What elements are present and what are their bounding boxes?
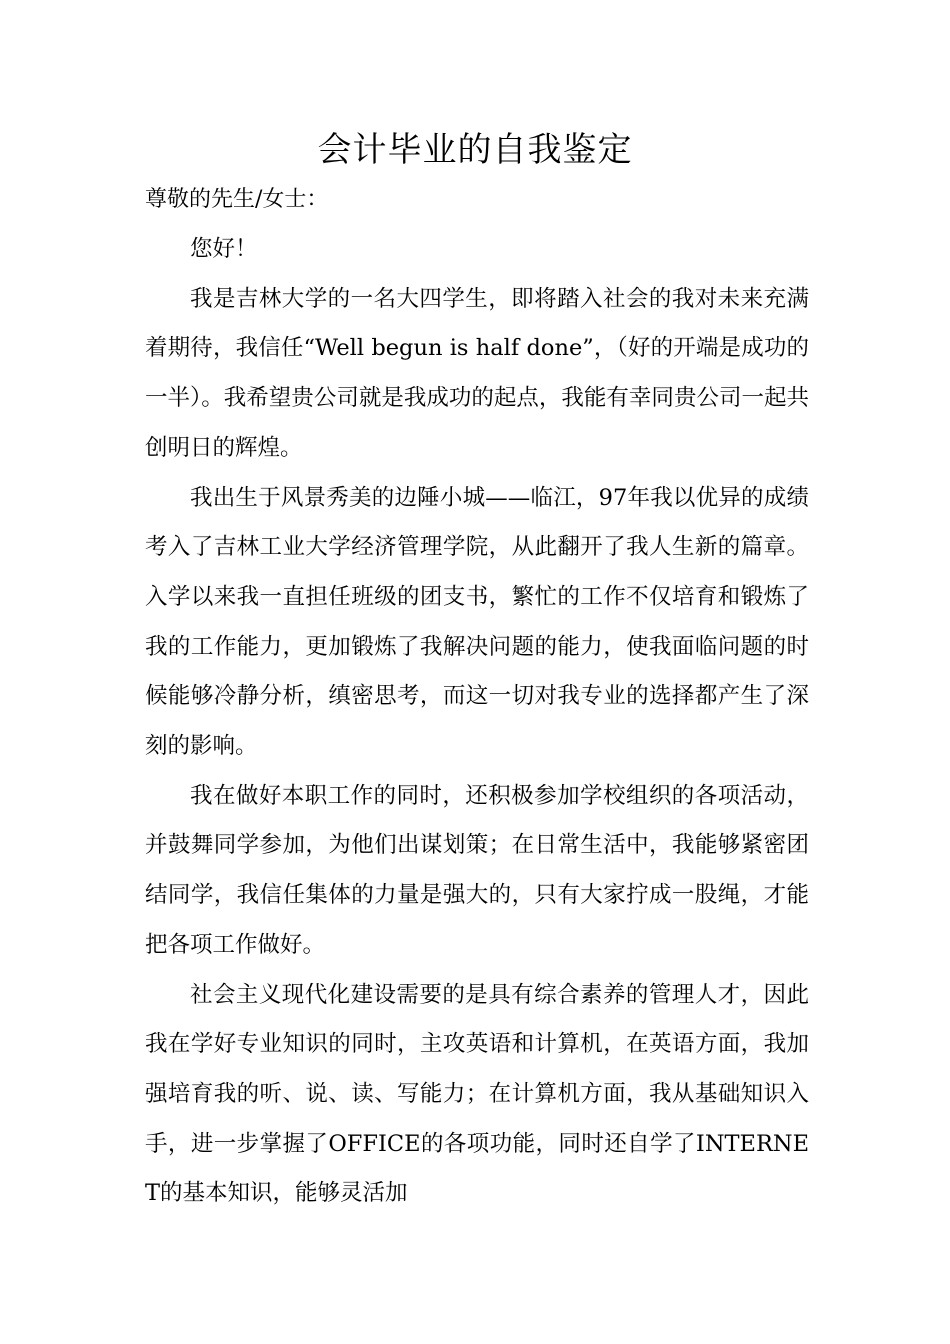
document-title: 会计毕业的自我鉴定: [317, 130, 633, 170]
paragraph: 社会主义现代化建设需要的是具有综合素养的管理人才，因此我在学好专业知识的同时，主攻英语和计算机，在英语方面，我加强培育我的听、说、读、写能力；在计算机方面，我从基础知识入手，进一步掌握了OFFICE的各项功能，同时还自学了INTERNET的基本知识，能够灵活加: [145, 981, 809, 1207]
paragraph: 我是吉林大学的一名大四学生，即将踏入社会的我对未来充满着期待，我信任“Well begun is half done”，（好的开端是成功的一半）。我希望贵公司就是我成功的起点，我能有幸同贵公司一起共创明日的辉煌。: [145, 285, 809, 461]
greeting: 您好！: [190, 236, 258, 262]
paragraph: 我在做好本职工作的同时，还积极参加学校组织的各项活动，并鼓舞同学参加，为他们出谋划策；在日常生活中，我能够紧密团结同学，我信任集体的力量是强大的，只有大家拧成一股绳，才能把各项工作做好。: [145, 782, 809, 958]
salutation: 尊敬的先生/女士：: [145, 187, 329, 212]
paragraph: 我出生于风景秀美的边陲小城——临江，97年我以优异的成绩考入了吉林工业大学经济管理学院，从此翻开了我人生新的篇章。入学以来我一直担任班级的团支书，繁忙的工作不仅培育和锻炼了我的工作能力，更加锻炼了我解决问题的能力，使我面临问题的时候能够冷静分析，缜密思考，而这一切对我专业的选择都产生了深刻的影响。: [145, 484, 809, 760]
document-body: [145, 225, 809, 1219]
